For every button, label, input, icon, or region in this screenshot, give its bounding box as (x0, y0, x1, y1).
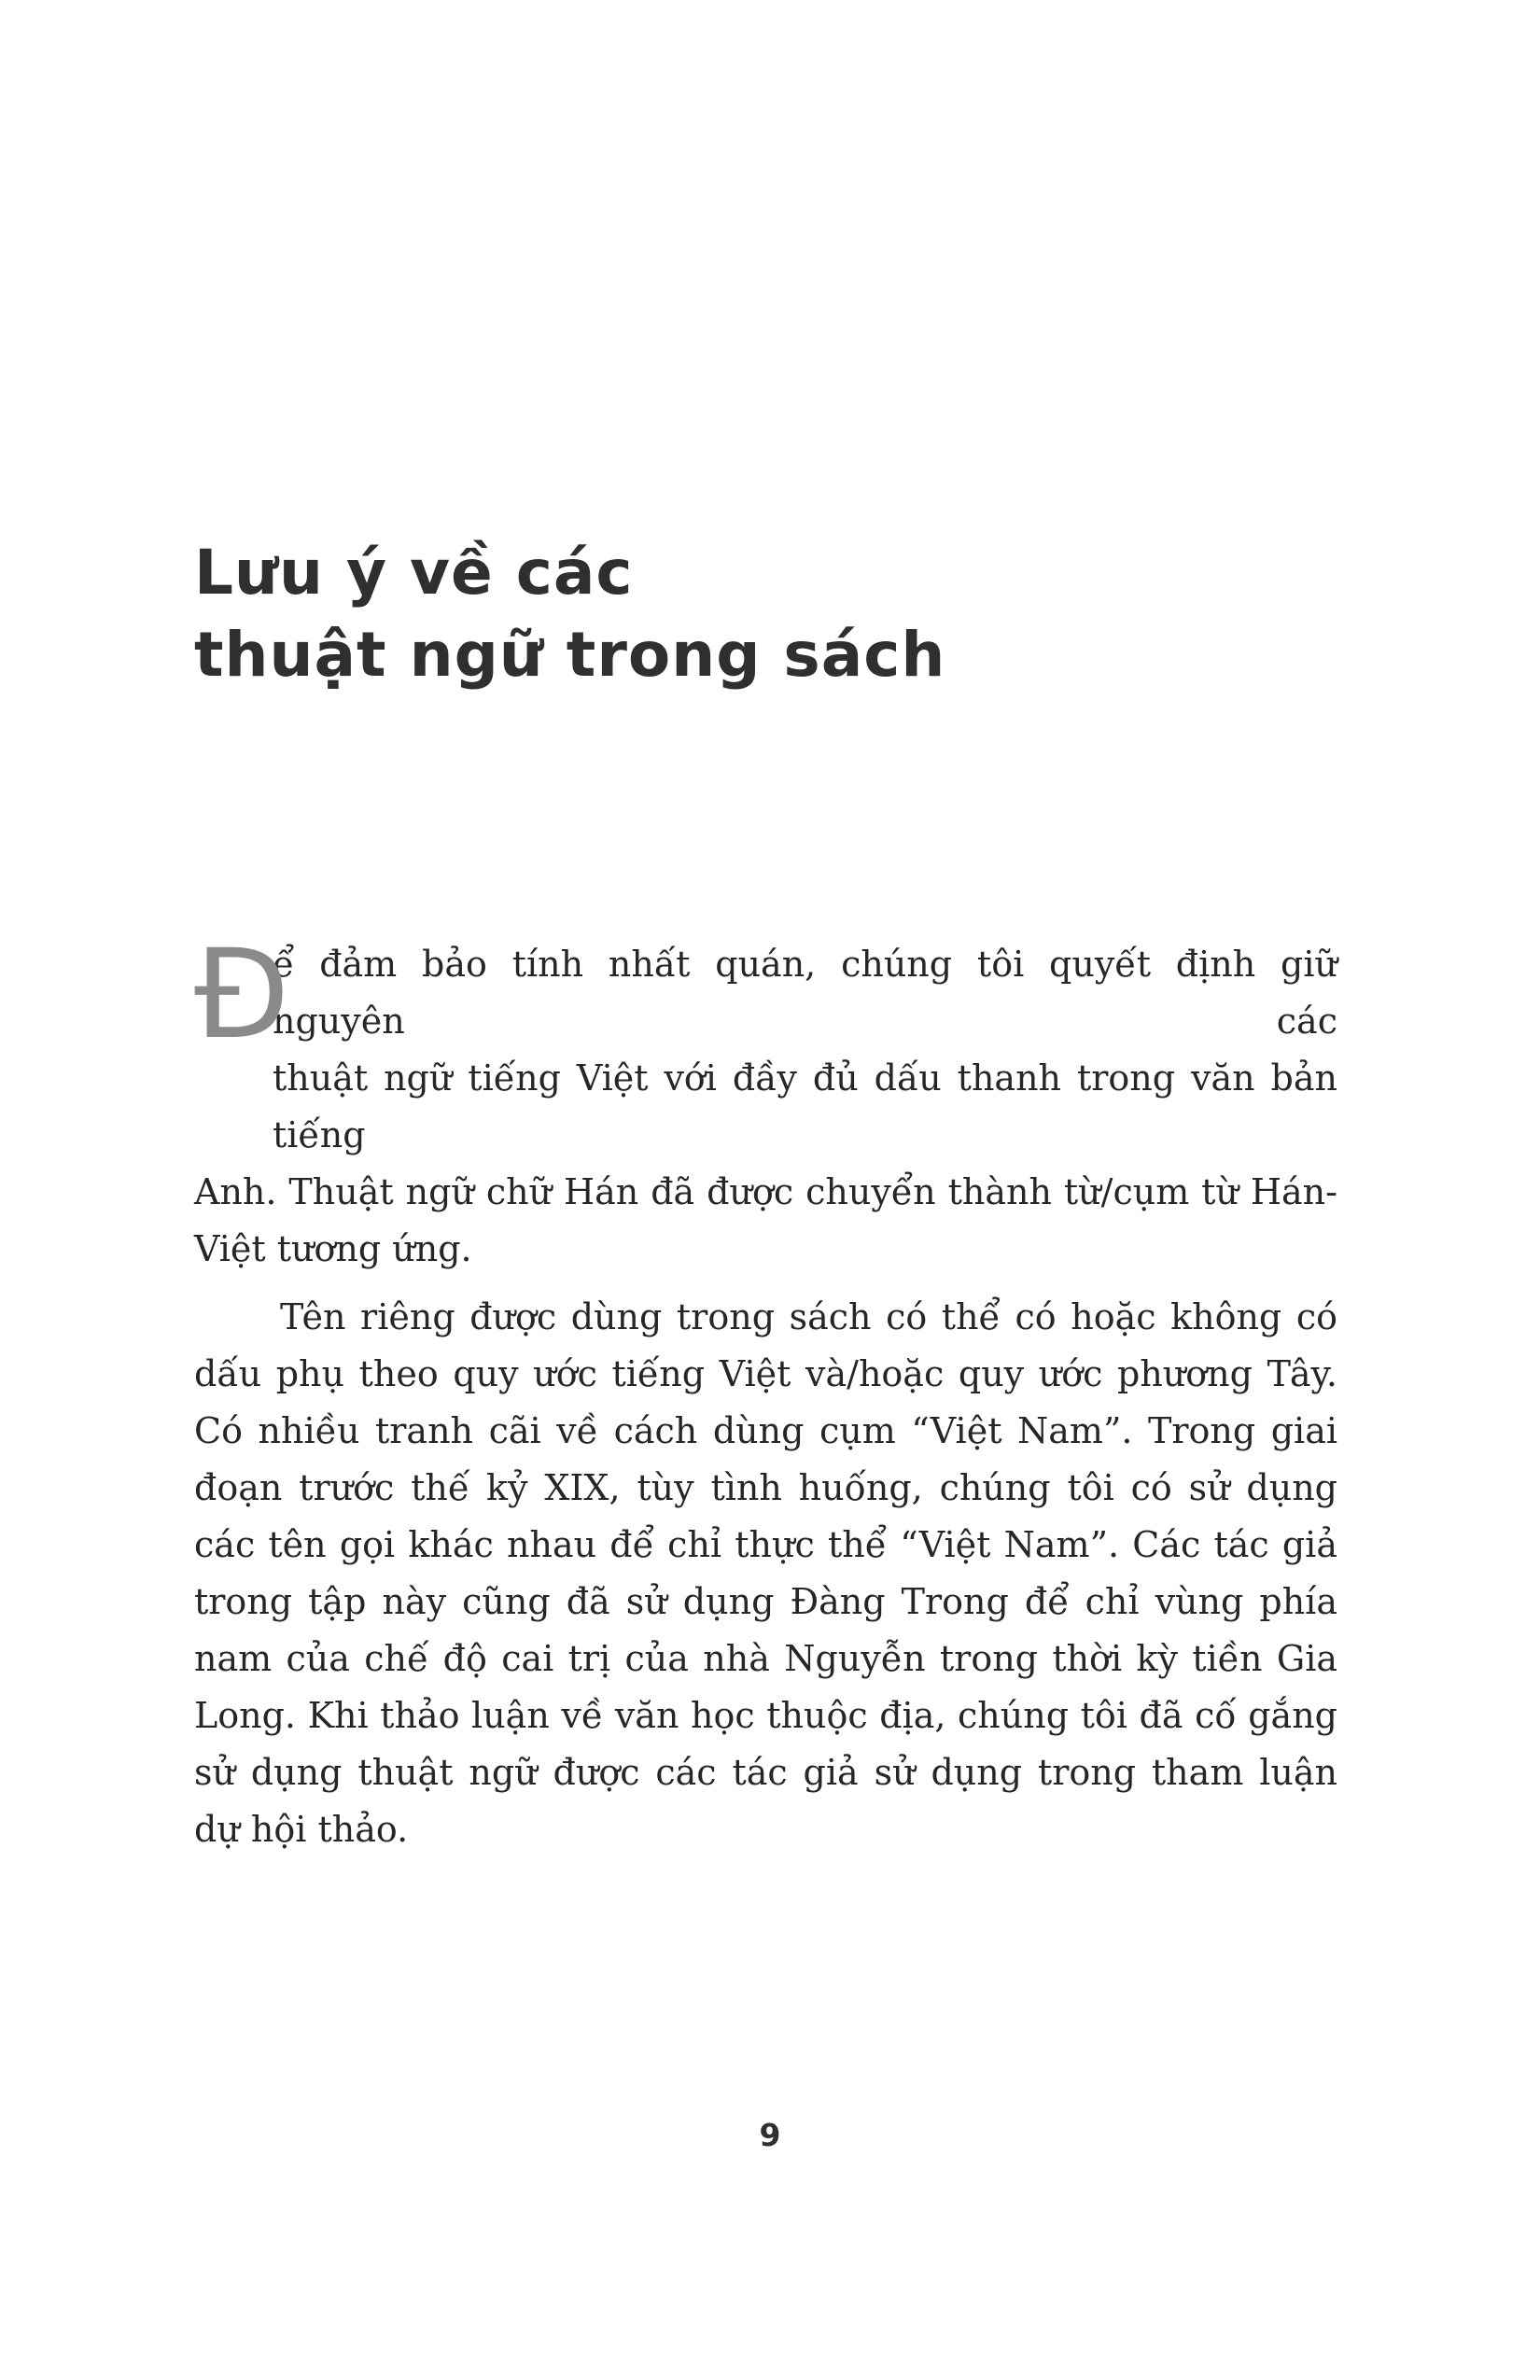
title-line-2: thuật ngữ trong sách (194, 619, 946, 691)
drop-cap: Đ (194, 923, 290, 1067)
body-text (194, 923, 1337, 1858)
paragraph-1-rest: Anh. Thuật ngữ chữ Hán đã được chuyển thành từ/cụm từ Hán-Việt tương ứng. (194, 1171, 1337, 1269)
page-number: 9 (759, 2117, 781, 2153)
paragraph-1 (194, 923, 1337, 1278)
title-line-1: Lưu ý về các (194, 537, 634, 609)
paragraph-1-line-2: thuật ngữ tiếng Việt với đầy đủ dấu thanh trong văn bản tiếng (273, 1057, 1337, 1155)
paragraph-2: Tên riêng được dùng trong sách có thể có hoặc không có dấu phụ theo quy ước tiếng Việt và/hoặc quy ước phương Tây. Có nhiều tranh cãi về cách dùng cụm “Việt Nam”. Trong giai đoạn trước thế kỷ XIX, tùy tình huống, chúng tôi có sử dụng các tên gọi khác nhau để chỉ thực thể “Việt Nam”. Các tác giả trong tập này cũng đã sử dụng Đàng Trong để chỉ vùng phía nam của chế độ cai trị của nhà Nguyễn trong thời kỳ tiền Gia Long. Khi thảo luận về văn học thuộc địa, chúng tôi đã cố gắng sử dụng thuật ngữ được các tác giả sử dụng trong tham luận dự hội thảo. (194, 1296, 1337, 1850)
page-title (194, 532, 1314, 696)
paragraph-1-line-1: ể đảm bảo tính nhất quán, chúng tôi quyết định giữ nguyên các (273, 944, 1337, 1042)
